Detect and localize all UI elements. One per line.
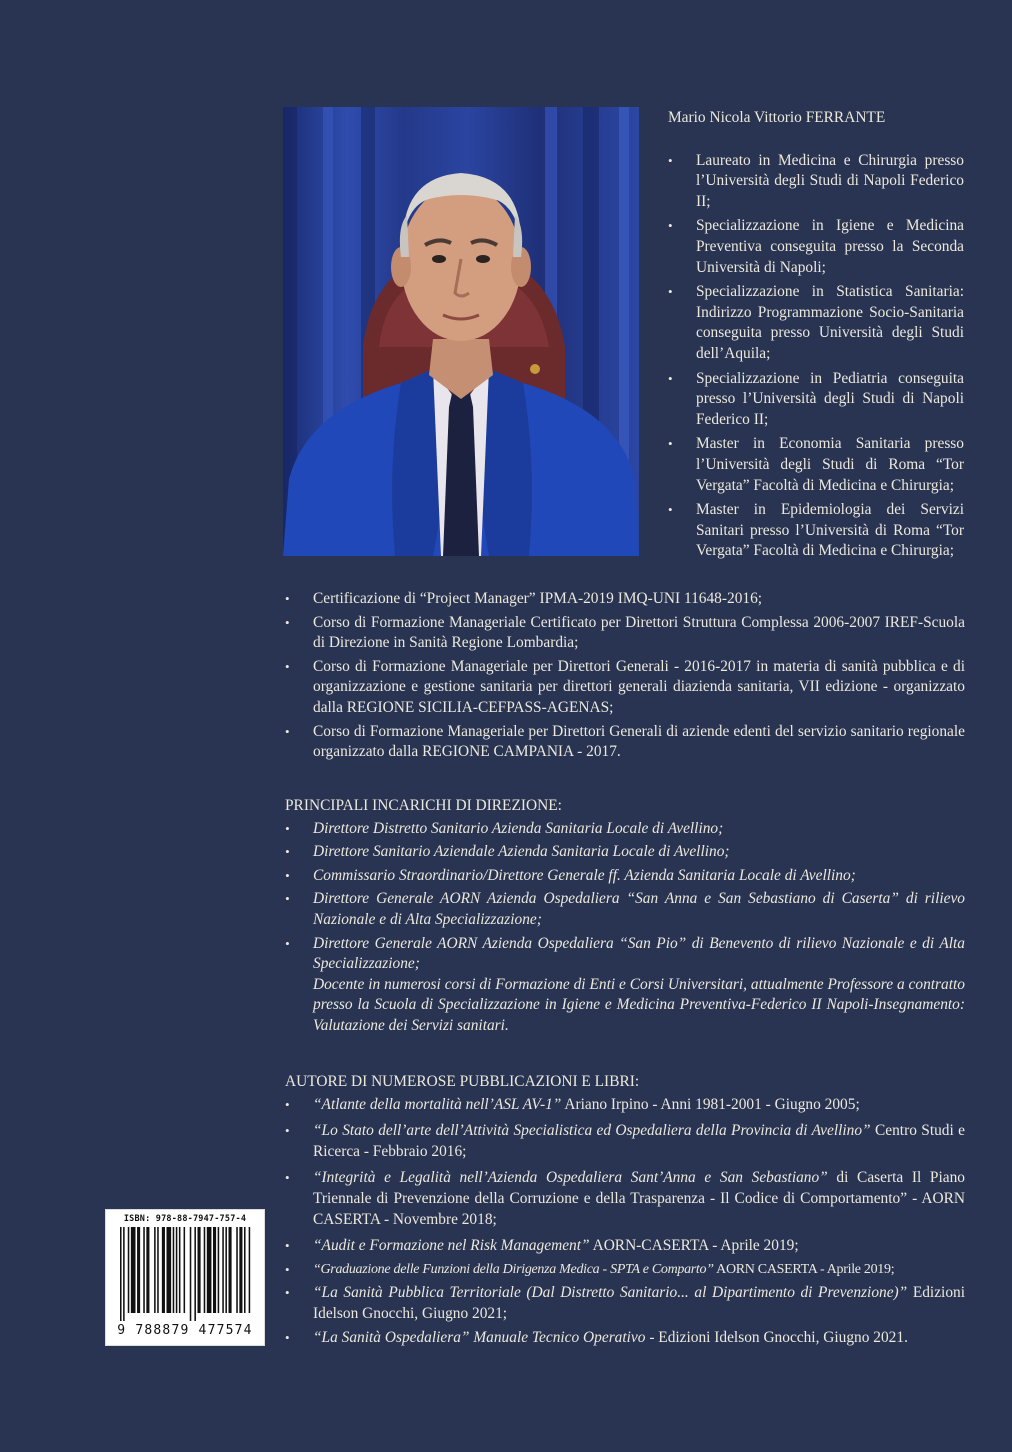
incarichi-heading: PRINCIPALI INCARICHI DI DIREZIONE:	[285, 797, 562, 814]
certification-item: • Corso di Formazione Manageriale per Direttori Generali di aziende edenti del servizio sanitario regionale organizzato dalla REGIONE CAMPANIA - 2017.	[285, 722, 965, 763]
barcode-bar	[131, 1227, 136, 1313]
pubblicazione-details: di Caserta Il Piano Triennale di Prevenzione della Corruzione e della Trasparenza - Il Codice di Comportamento” - AORN CASERTA - Novembre 2018;	[313, 1169, 965, 1228]
incarico-item: • Commissario Straordinario/Direttore Generale ff. Azienda Sanitaria Locale di Avellino;	[285, 866, 965, 887]
barcode-bar	[249, 1227, 251, 1313]
certification-item: • Certificazione di “Project Manager” IPMA-2019 IMQ-UNI 11648-2016;	[285, 589, 965, 610]
pubblicazione-item	[285, 1168, 965, 1230]
pubblicazione-details: Centro Studi e Ricerca - Febbraio 2016;	[313, 1122, 965, 1160]
education-item: • Master in Economia Sanitaria presso l’Università degli Studi di Roma “Tor Vergata” Facoltà di Medicina e Chirurgia;	[668, 434, 964, 496]
pubblicazione-item	[285, 1328, 965, 1349]
ean-digits: 9 788879 477574	[117, 1323, 253, 1338]
barcode-bar	[225, 1227, 227, 1313]
education-list	[668, 151, 964, 562]
certifications-section	[285, 589, 965, 766]
pubblicazione-details: Edizioni Idelson Gnocchi, Giugno 2021;	[313, 1284, 965, 1322]
barcode-bar	[198, 1227, 201, 1313]
pubblicazione-title: “Lo Stato dell’arte dell’Attività Specialistica ed Ospedaliera della Provincia di Avellino”	[313, 1122, 871, 1140]
pubblicazione-details: - Edizioni Idelson Gnocchi, Giugno 2021.	[645, 1328, 908, 1346]
barcode-bar	[143, 1227, 145, 1313]
barcode-bar	[137, 1227, 140, 1313]
barcode-bar	[120, 1227, 122, 1321]
education-item: • Laureato in Medicina e Chirurgia presso l’Università degli Studi di Napoli Federico II;	[668, 151, 964, 213]
barcode-bar	[157, 1227, 159, 1313]
barcode-bars	[120, 1227, 252, 1321]
pubblicazione-item	[285, 1260, 965, 1281]
pubblicazioni-section	[285, 1072, 965, 1351]
barcode-bar	[176, 1227, 178, 1313]
barcode-bar	[222, 1227, 224, 1313]
isbn-label: ISBN: 978-88-7947-757-4	[123, 1214, 247, 1224]
barcode-bar	[190, 1227, 192, 1321]
barcode-bar	[146, 1227, 149, 1313]
portrait-illustration	[283, 107, 639, 556]
barcode-bar	[218, 1227, 220, 1313]
incarichi-list	[285, 819, 965, 975]
barcode-bar	[184, 1227, 186, 1313]
pubblicazione-title: “Graduazione delle Funzioni della Dirigenza Medica - SPTA e Comparto”	[313, 1261, 714, 1277]
pubblicazione-title: “Audit e Formazione nel Risk Management”	[313, 1237, 590, 1255]
barcode-bar	[244, 1227, 246, 1313]
barcode-bar	[123, 1227, 125, 1321]
pubblicazioni-list	[285, 1095, 965, 1349]
pubblicazione-details: Ariano Irpino - Anni 1981-2001 - Giugno 2005;	[561, 1095, 860, 1113]
author-photo	[283, 107, 639, 556]
incarico-item: • Direttore Distretto Sanitario Azienda Sanitaria Locale di Avellino;	[285, 819, 965, 840]
barcode-bar	[173, 1227, 175, 1313]
barcode-bar	[179, 1227, 181, 1313]
incarico-item: • Direttore Sanitario Aziendale Azienda Sanitaria Locale di Avellino;	[285, 842, 965, 863]
education-item: • Specializzazione in Pediatria conseguita presso l’Università degli Studi di Napoli Federico II;	[668, 369, 964, 431]
barcode-bar	[229, 1227, 232, 1313]
author-name: Mario Nicola Vittorio FERRANTE	[668, 109, 886, 126]
pubblicazione-details: AORN CASERTA - Aprile 2019;	[713, 1261, 895, 1277]
pubblicazione-item	[285, 1121, 965, 1162]
pubblicazione-details: AORN-CASERTA - Aprile 2019;	[589, 1237, 799, 1255]
education-column	[668, 108, 964, 566]
pubblicazione-title: “Integrità e Legalità nell’Azienda Ospedaliera Sant’Anna e San Sebastiano”	[313, 1169, 828, 1187]
education-item: • Master in Epidemiologia dei Servizi Sanitari presso l’Università di Roma “Tor Vergata” Facoltà di Medicina e Chirurgia;	[668, 500, 964, 562]
docente-paragraph: Docente in numerosi corsi di Formazione di Enti e Corsi Universitari, attualmente Professore a contratto presso la Scuola di Specializzazione in Igiene e Medicina Preventiva-Federico II Napoli-Insegnamento: Valutazione dei Servizi sanitari.	[313, 975, 965, 1034]
incarichi-section	[285, 796, 965, 1037]
isbn-barcode	[105, 1209, 265, 1346]
pubblicazione-item	[285, 1236, 965, 1257]
incarico-item: • Direttore Generale AORN Azienda Ospedaliera “San Anna e San Sebastiano di Caserta” di rilievo Nazionale e di Alta Specializzazione;	[285, 889, 965, 930]
pubblicazione-title: “La Sanità Ospedaliera” Manuale Tecnico Operativo	[313, 1328, 646, 1346]
certifications-list	[285, 589, 965, 763]
barcode-bar	[204, 1227, 206, 1313]
barcode-bar	[236, 1227, 238, 1313]
incarico-item: • Direttore Generale AORN Azienda Ospedaliera “San Pio” di Benevento di rilievo Nazionale e di Alta Specializzazione;	[285, 934, 965, 975]
pubblicazione-item	[285, 1283, 965, 1324]
barcode-bar	[194, 1227, 196, 1321]
barcode-bar	[128, 1227, 130, 1313]
pubblicazione-item	[285, 1095, 965, 1116]
pubblicazione-title: “Atlante della mortalità nell’ASL AV-1”	[313, 1095, 562, 1113]
certification-item: • Corso di Formazione Manageriale Certificato per Direttori Struttura Complessa 2006-2007 IREF-Scuola di Direzione in Sanità Regione Lombardia;	[285, 613, 965, 654]
pubblicazioni-heading: AUTORE DI NUMEROSE PUBBLICAZIONI E LIBRI:	[285, 1073, 640, 1090]
education-item: • Specializzazione in Igiene e Medicina Preventiva conseguita presso la Seconda Università di Napoli;	[668, 216, 964, 278]
barcode-bar	[207, 1227, 212, 1313]
barcode-bar	[162, 1227, 165, 1313]
barcode-bar	[213, 1227, 216, 1313]
pubblicazione-title: “La Sanità Pubblica Territoriale (Dal Distretto Sanitario... al Dipartimento di Prevenzione)”	[313, 1284, 908, 1302]
barcode-bar	[239, 1227, 242, 1313]
barcode-bar	[154, 1227, 156, 1313]
education-item: • Specializzazione in Statistica Sanitaria: Indirizzo Programmazione Socio-Sanitaria conseguita presso Università degli Studi dell’Aquila;	[668, 282, 964, 364]
certification-item: • Corso di Formazione Manageriale per Direttori Generali - 2016-2017 in materia di sanità pubblica e di organizzazione e gestione sanitaria per direttori generali diazienda sanitaria, VII edizione - organizzato dalla REGIONE SICILIA-CEFPASS-AGENAS;	[285, 657, 965, 719]
barcode-bar	[167, 1227, 172, 1313]
